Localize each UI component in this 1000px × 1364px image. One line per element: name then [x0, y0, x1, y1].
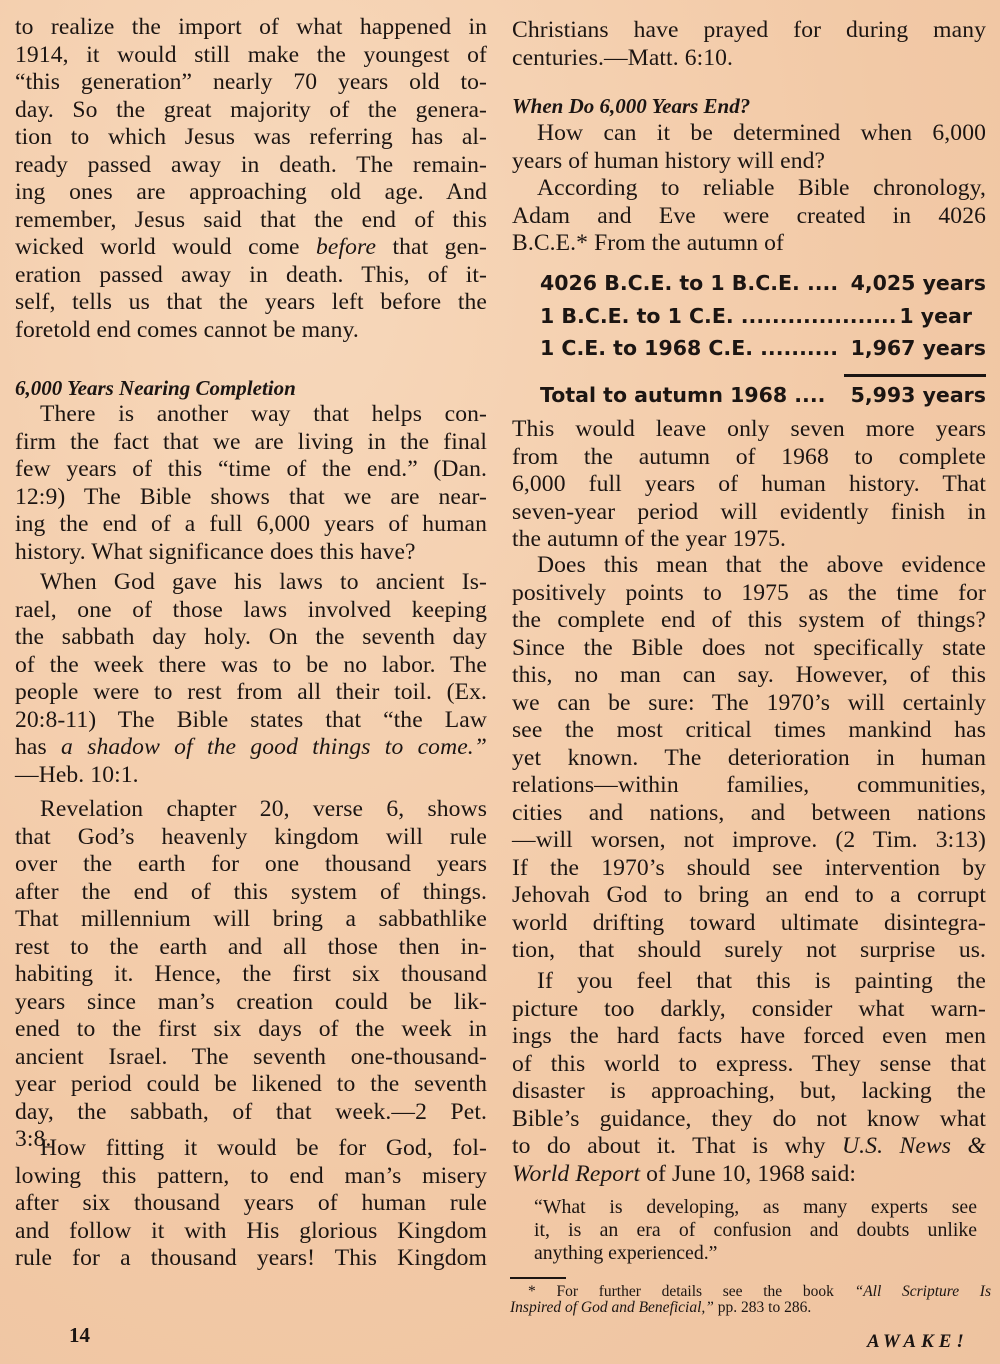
text-run: wicked world would come	[15, 234, 317, 260]
magazine-title: AWAKE!	[867, 1331, 969, 1352]
text-line: after six thousand years of human rule	[15, 1190, 487, 1216]
emphasis-text: World Report	[512, 1160, 641, 1187]
text-line: If you feel that this is painting the	[537, 968, 986, 994]
text-line: ing ones are approaching old age. And	[15, 179, 487, 205]
text-line	[15, 234, 487, 262]
text-line: ancient Israel. The seventh one-thousand-	[15, 1043, 487, 1070]
quote-line: “What is developing, as many experts see	[534, 1196, 977, 1218]
chronology-row	[540, 268, 986, 298]
footnote-line	[510, 1300, 989, 1316]
text-run: has	[15, 734, 62, 760]
text-line: When God gave his laws to ancient Is-	[40, 569, 487, 595]
section-heading: 6,000 Years Nearing Completion	[15, 376, 296, 400]
text-line: 6,000 full years of human history. That	[512, 471, 986, 497]
emphasis-text: before	[316, 234, 377, 260]
text-line: —Heb. 10:1.	[15, 761, 139, 788]
text-line: ings the hard facts have forced even men	[512, 1023, 986, 1049]
text-line: the autumn of the year 1975.	[512, 526, 787, 552]
chronology-total-row	[540, 380, 986, 410]
emphasis-text: U.S. News &	[842, 1133, 987, 1159]
text-line: people were to rest from all their toil. (Ex.	[15, 679, 487, 705]
text-line: 12:9) The Bible shows that we are near-	[15, 483, 487, 510]
text-line: habiting it. Hence, the first six thousand	[15, 961, 487, 987]
text-line: world drifting toward ultimate disintegra-	[512, 909, 986, 936]
text-line: 3:8.	[15, 1126, 52, 1152]
text-line: There is another way that helps con-	[40, 401, 487, 427]
text-line: relations—within families, communities,	[512, 772, 986, 798]
page-number: 14	[69, 1323, 90, 1347]
period-label: 4026 B.C.E. to 1 B.C.E. ....	[540, 271, 839, 295]
text-line: disaster is approaching, but, lacking the	[512, 1078, 986, 1104]
footnote-text: pp. 283 to 286.	[713, 1299, 812, 1316]
text-line: Does this mean that the above evidence	[537, 552, 986, 578]
text-line: “this generation” nearly 70 years old to-	[15, 69, 487, 95]
text-line: of this world to express. They sense that	[512, 1050, 986, 1077]
quote-line: it, is an era of confusion and doubts unlike	[534, 1219, 977, 1241]
text-line: of the week there was to be no labor. The	[15, 651, 487, 678]
text-line: years since man’s creation could be lik-	[15, 988, 487, 1015]
total-label: Total to autumn 1968 ....	[540, 383, 826, 407]
text-line: picture too darkly, consider what warn-	[512, 995, 986, 1022]
text-line: ing the end of a full 6,000 years of human	[15, 511, 487, 537]
text-line: Since the Bible does not specifically state	[512, 634, 986, 661]
text-line: This would leave only seven more years	[512, 416, 986, 442]
text-line: self, tells us that the years left before the	[15, 289, 487, 315]
text-line: and follow it with His glorious Kingdom	[15, 1217, 487, 1244]
text-line: eration passed away in death. This, of it-	[15, 261, 487, 288]
text-line: tion to which Jesus was referring has al-	[15, 124, 487, 150]
text-line: lowing this pattern, to end man’s misery	[15, 1162, 487, 1189]
text-line: the complete end of this system of things?	[512, 607, 986, 633]
text-line: remember, Jesus said that the end of this	[15, 206, 487, 233]
text-run: that gen-	[376, 234, 487, 260]
text-line: year period could be likened to the seventh	[15, 1071, 487, 1097]
sum-rule	[844, 374, 986, 377]
text-line: to realize the import of what happened in	[15, 14, 487, 40]
total-span: 5,993 years	[850, 383, 986, 407]
text-line: If the 1970’s should see intervention by	[512, 854, 986, 881]
text-line: this, no man can say. However, of this	[512, 662, 986, 688]
footnote-line	[512, 1284, 991, 1300]
text-line: day, the sabbath, of that week.—2 Pet.	[15, 1098, 487, 1125]
period-label: 1 B.C.E. to 1 C.E. ....................	[540, 304, 897, 328]
period-span: 1,967 years	[850, 336, 986, 360]
period-span: 1 year	[899, 304, 972, 328]
text-line: firm the fact that we are living in the final	[15, 428, 487, 455]
text-line: According to reliable Bible chronology,	[537, 175, 986, 201]
text-line: years of human history will end?	[512, 147, 826, 174]
text-line: tion, that should surely not surprise us.	[512, 937, 986, 963]
text-line: we can be sure: The 1970’s will certainly	[512, 689, 986, 716]
text-line: centuries.—Matt. 6:10.	[512, 44, 734, 71]
book-title: “All Scripture Is	[854, 1283, 991, 1300]
text-line: rest to the earth and all those then in-	[15, 933, 487, 960]
text-line: ened to the first six days of the week in	[15, 1016, 487, 1042]
text-line: Adam and Eve were created in 4026	[512, 202, 986, 229]
text-line: —will worsen, not improve. (2 Tim. 3:13)	[512, 827, 986, 853]
period-label: 1 C.E. to 1968 C.E. ..........	[540, 336, 839, 360]
footnote-rule	[510, 1277, 566, 1279]
text-run: of June 10, 1968 said:	[640, 1160, 857, 1187]
text-run: to do about it. That is why	[512, 1133, 843, 1159]
text-line	[512, 1161, 986, 1189]
text-line	[512, 1133, 986, 1161]
text-line: rael, one of those laws involved keeping	[15, 596, 487, 623]
text-line: yet known. The deterioration in human	[512, 744, 986, 771]
text-line: 20:8-11) The Bible states that “the Law	[15, 706, 487, 733]
text-line: Revelation chapter 20, verse 6, shows	[40, 796, 487, 822]
text-line: few years of this “time of the end.” (Dan.	[15, 456, 487, 482]
emphasis-text: a shadow of the good things to come.”	[61, 734, 488, 760]
text-line: Christians have prayed for during many	[512, 17, 986, 43]
text-line: that God’s heavenly kingdom will rule	[15, 823, 487, 850]
chronology-row	[540, 301, 986, 331]
text-line: seven-year period will evidently finish in	[512, 498, 986, 525]
book-title: Inspired of God and Beneficial,”	[510, 1299, 714, 1316]
text-line: rule for a thousand years! This Kingdom	[15, 1245, 487, 1271]
text-line: day. So the great majority of the genera-	[15, 96, 487, 123]
text-line: How fitting it would be for God, fol-	[40, 1135, 487, 1161]
text-line: 1914, it would still make the youngest of	[15, 41, 487, 68]
text-line: B.C.E.* From the autumn of	[512, 230, 784, 256]
text-line: positively points to 1975 as the time for	[512, 579, 986, 606]
text-line: That millennium will bring a sabbathlike	[15, 906, 487, 932]
text-line: How can it be determined when 6,000	[537, 120, 986, 146]
quote-line: anything experienced.”	[534, 1242, 718, 1264]
footnote-text: * For further details see the book	[528, 1283, 855, 1300]
text-line: foretold end comes cannot be many.	[15, 316, 359, 343]
text-line: from the autumn of 1968 to complete	[512, 443, 986, 470]
text-line: Bible’s guidance, they do not know what	[512, 1105, 986, 1132]
text-line: cities and nations, and between nations	[512, 799, 986, 826]
text-line: history. What significance does this have?	[15, 538, 416, 565]
period-span: 4,025 years	[850, 271, 986, 295]
text-line: after the end of this system of things.	[15, 878, 487, 905]
text-line: Jehovah God to bring an end to a corrupt	[512, 882, 986, 908]
text-line: see the most critical times mankind has	[512, 717, 986, 743]
text-line: over the earth for one thousand years	[15, 851, 487, 877]
text-line: ready passed away in death. The remain-	[15, 151, 487, 178]
chronology-row	[540, 333, 986, 363]
section-heading: When Do 6,000 Years End?	[512, 94, 751, 118]
text-line	[15, 734, 487, 762]
text-line: the sabbath day holy. On the seventh day	[15, 624, 487, 650]
